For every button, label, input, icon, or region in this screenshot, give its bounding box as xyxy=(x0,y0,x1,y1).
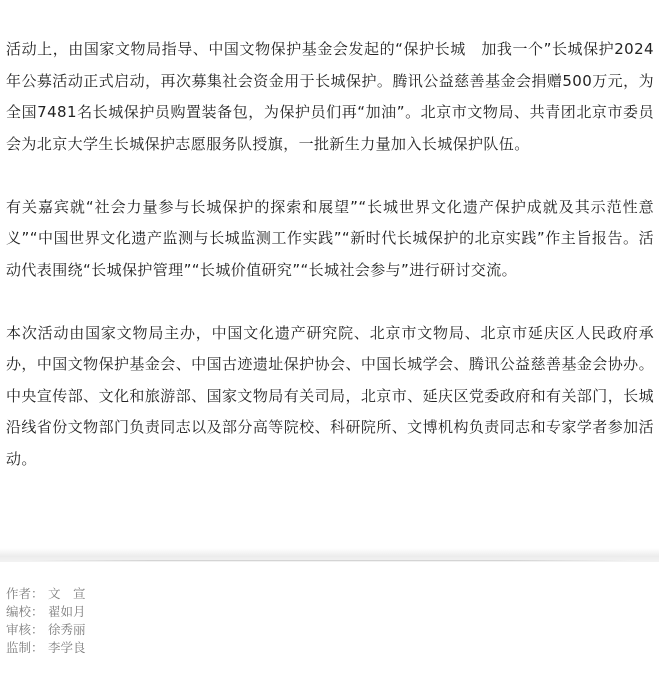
credit-value: 徐秀丽 xyxy=(48,622,86,637)
credit-label: 编校： xyxy=(6,604,44,619)
credits-block xyxy=(6,585,86,657)
article-body xyxy=(6,34,654,475)
article-paragraph: 活动上，由国家文物局指导、中国文物保护基金会发起的“保护长城 加我一个”长城保护2024年公募活动正式启动，再次募集社会资金用于长城保护。腾讯公益慈善基金会捐赠500万元，为全国7481名长城保护员购置装备包，为保护员们再“加油”。北京市文物局、共青团北京市委员会为北京大学生长城保护志愿服务队授旗，一批新生力量加入长城保护队伍。 xyxy=(6,40,654,153)
credit-reviewer xyxy=(6,621,86,639)
credit-editor xyxy=(6,603,86,621)
article-paragraph: 有关嘉宾就“社会力量参与长城保护的探索和展望”“长城世界文化遗产保护成就及其示范性意义”“中国世界文化遗产监测与长城监测工作实践”“新时代长城保护的北京实践”作主旨报告。活动代表围绕“长城保护管理”“长城价值研究”“长城社会参与”进行研讨交流。 xyxy=(6,197,654,279)
credit-author xyxy=(6,585,86,603)
article-paragraph: 本次活动由国家文物局主办，中国文化遗产研究院、北京市文物局、北京市延庆区人民政府承办，中国文物保护基金会、中国古迹遗址保护协会、中国长城学会、腾讯公益慈善基金会协办。中央宣传部、文化和旅游部、国家文物局有关司局，北京市、延庆区党委政府和有关部门，长城沿线省份文物部门负责同志以及部分高等院校、科研院所、文博机构负责同志和专家学者参加活动。 xyxy=(6,323,654,468)
section-divider-line xyxy=(30,560,630,561)
credit-label: 监制： xyxy=(6,640,44,655)
credit-label: 审核： xyxy=(6,622,44,637)
credit-value: 翟如月 xyxy=(48,604,86,619)
credit-label: 作者： xyxy=(6,586,44,601)
credit-value: 文 宣 xyxy=(48,586,86,601)
credit-value: 李学良 xyxy=(48,640,86,655)
credit-supervisor xyxy=(6,639,86,657)
